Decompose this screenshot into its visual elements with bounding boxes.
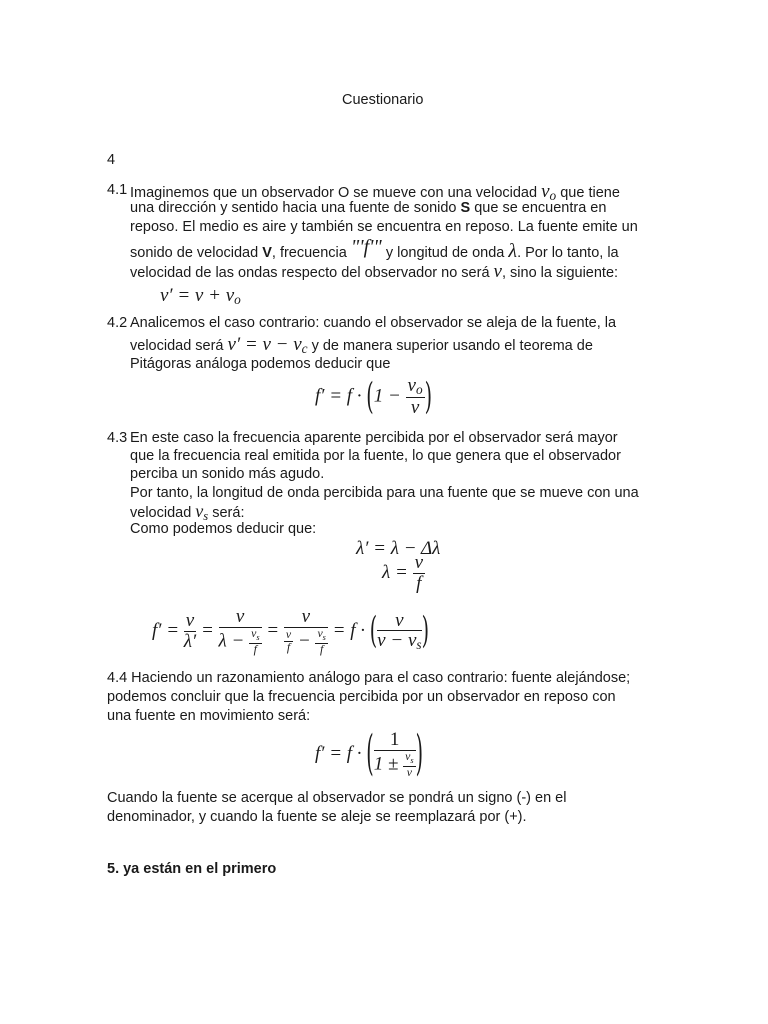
q41-number: 4.1: [107, 182, 128, 198]
section-4-heading: 4: [107, 152, 116, 168]
equation-lambda: λ = $\frac{v}{f}$: [382, 552, 423, 594]
q41-line2: una dirección y sentido hacia una fuente de sonido S que se encuentra en: [130, 200, 607, 216]
closing-line2: denominador, y cuando la fuente se aleje se reemplazará por (+).: [107, 809, 527, 825]
q44-line2: podemos concluir que la frecuencia percibida por un observador en reposo con: [107, 689, 616, 705]
q43-line5: velocidad $v_s$ será:: [130, 501, 245, 523]
q42-number: 4.2: [107, 315, 128, 331]
vo-symbol: $v_o$: [541, 181, 557, 203]
equation-doppler-observer: f′ = f · (1 − $\frac{v_o}{v}$ ): [315, 375, 433, 418]
q41-line1: Imaginemos que un observador O se mueve con una velocidad $v_o$ que tiene: [130, 181, 620, 203]
q43-line1: En este caso la frecuencia aparente percibida por el observador será mayor: [130, 430, 618, 446]
q43-line4: Por tanto, la longitud de onda percibida para una fuente que se mueve con una: [130, 485, 639, 501]
q44-line3: una fuente en movimiento será:: [107, 708, 311, 724]
equation-v-prime-sum: $v' = v + v_o$: [160, 285, 241, 307]
section-5-heading: 5. ya están en el primero: [107, 861, 277, 877]
q41-line5: velocidad de las ondas respecto del observador no será v, sino la siguiente:: [130, 261, 619, 282]
equation-doppler-source: f′ = f · ( 1 1 ± $\frac{v_s}{v}$ ): [315, 726, 424, 782]
q42-line1: Analicemos el caso contrario: cuando el observador se aleja de la fuente, la: [130, 315, 617, 331]
q43-line2: que la frecuencia real emitida por la fuente, lo que genera que el observador: [130, 448, 621, 464]
equation-f-prime-derivation: f′ = $\frac{v}{\lambda'}$ = v λ − $\frac{v_s}{f}$ = v $\frac{v}{f}$ − $\frac{v_s}{f}$ = f · ( $\frac{v}{v - v_s}$ ): [152, 606, 429, 656]
page-title: Cuestionario: [342, 92, 424, 108]
q41-line4: sonido de velocidad V, frecuencia "'f'" y longitud de onda λ. Por lo tanto, la: [130, 236, 619, 262]
closing-line1: Cuando la fuente se acerque al observador se pondrá un signo (-) en el: [107, 790, 567, 806]
q43-line3: perciba un sonido más agudo.: [130, 466, 325, 482]
q42-line2: velocidad será $v' = v - v_c$ y de manera superior usando el teorema de: [130, 334, 593, 356]
q43-number: 4.3: [107, 430, 128, 446]
q43-line6: Como podemos deducir que:: [130, 521, 317, 537]
q44-line1: 4.4 Haciendo un razonamiento análogo para el caso contrario: fuente alejándose;: [107, 670, 631, 686]
q41-line3: reposo. El medio es aire y también se encuentra en reposo. La fuente emite un: [130, 219, 638, 235]
equation-lambda-prime: λ′ = λ − Δλ: [356, 538, 441, 559]
q42-line3: Pitágoras análoga podemos deducir que: [130, 356, 391, 372]
